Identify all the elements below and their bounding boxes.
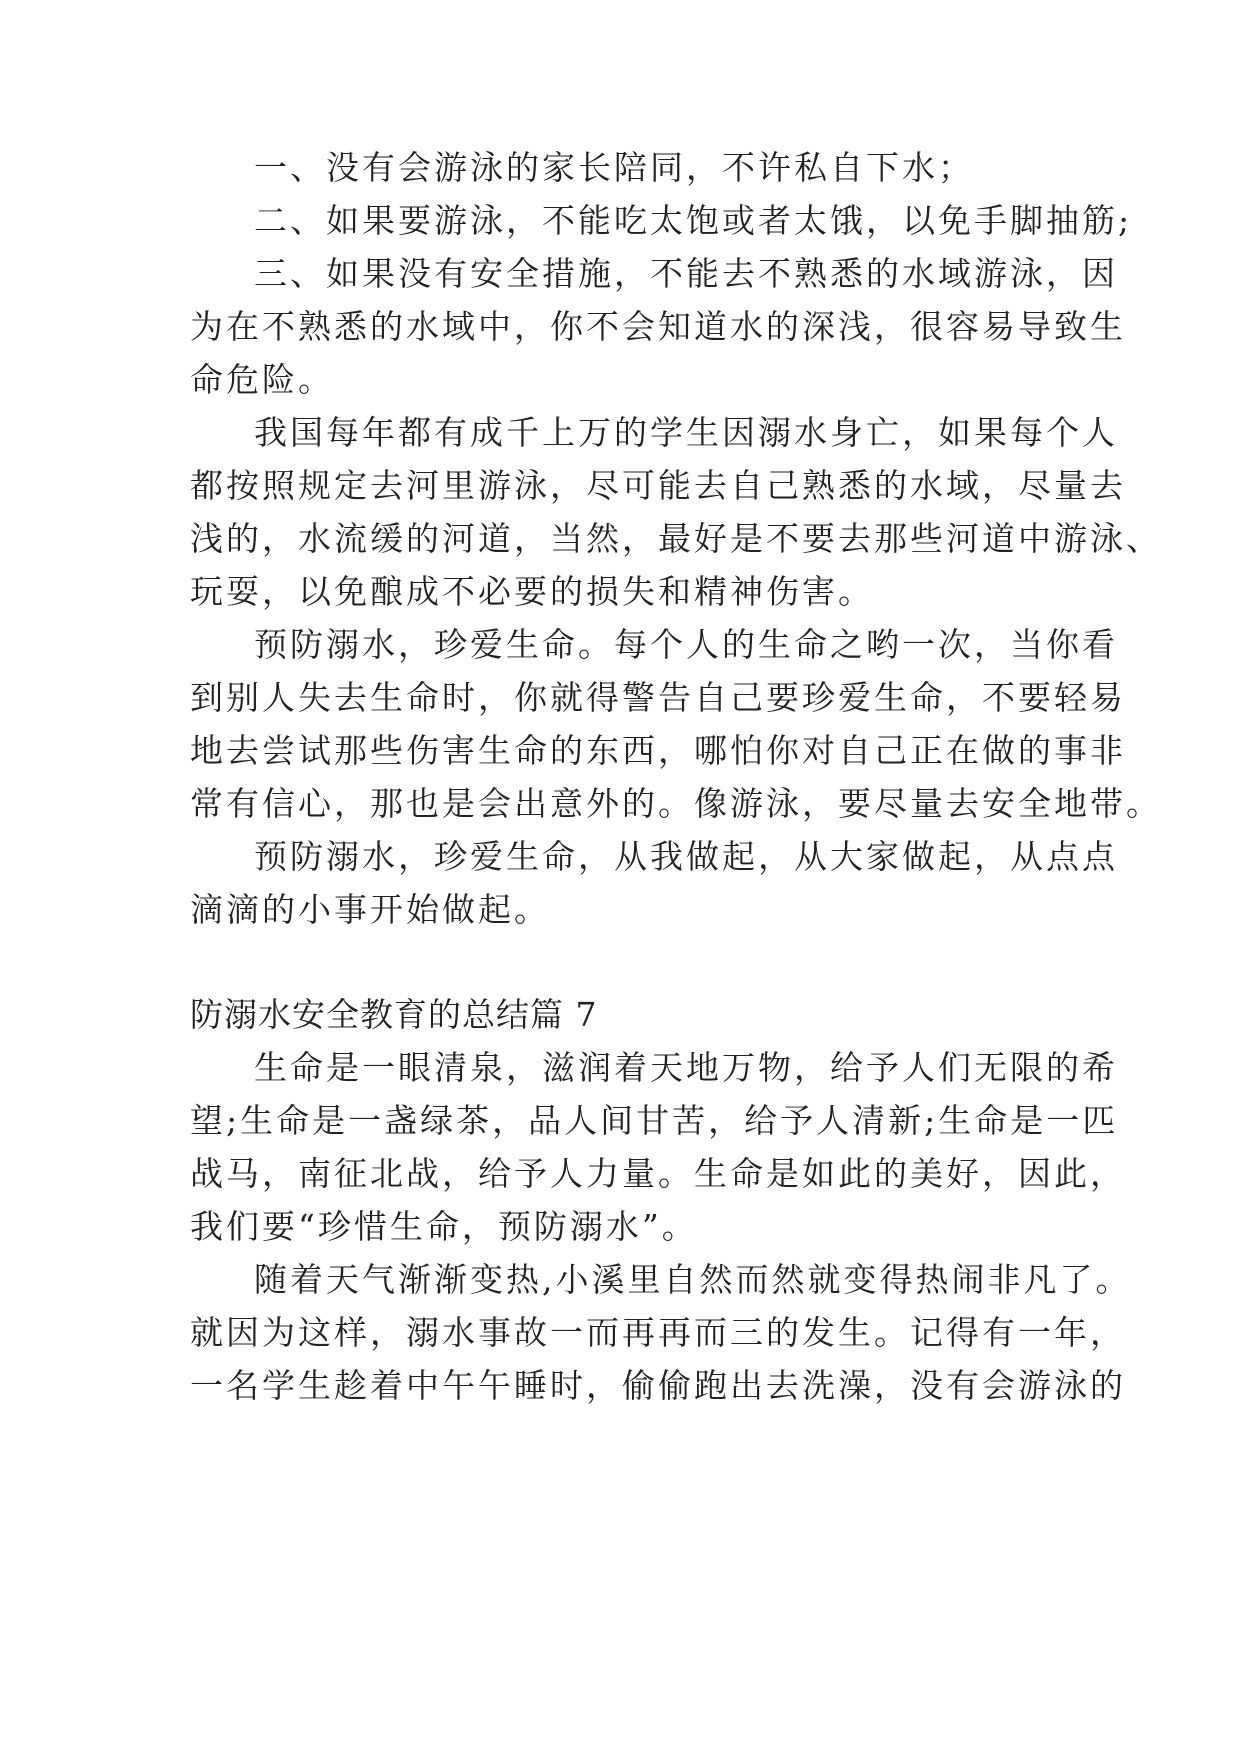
- paragraph-5-line-4: 常有信心，那也是会出意外的。像游泳，要尽量去安全地带。: [190, 784, 1162, 823]
- section-paragraph-1-line-2: 望;生命是一盏绿茶，品人间甘苦，给予人清新;生命是一匹: [190, 1101, 1119, 1140]
- section-paragraph-1-line-4: 我们要“珍惜生命，预防溺水”。: [190, 1207, 698, 1246]
- paragraph-1-line-1: 一、没有会游泳的家长陪同，不许私自下水；: [254, 148, 974, 187]
- paragraph-3-line-2: 为在不熟悉的水域中，你不会知道水的深浅，很容易导致生: [190, 307, 1126, 346]
- paragraph-4-line-2: 都按照规定去河里游泳，尽可能去自己熟悉的水域，尽量去: [190, 466, 1126, 505]
- paragraph-5-line-3: 地去尝试那些伤害生命的东西，哪怕你对自己正在做的事非: [190, 731, 1126, 770]
- paragraph-4-line-3: 浅的，水流缓的河道，当然，最好是不要去那些河道中游泳、: [190, 519, 1162, 558]
- paragraph-2-line-1: 二、如果要游泳，不能吃太饱或者太饿，以免手脚抽筋;: [254, 201, 1133, 240]
- section-paragraph-2-line-2: 就因为这样，溺水事故一而再再而三的发生。记得有一年，: [190, 1313, 1126, 1352]
- paragraph-3-line-1: 三、如果没有安全措施，不能去不熟悉的水域游泳，因: [254, 254, 1118, 293]
- paragraph-5-line-2: 到别人失去生命时，你就得警告自己要珍爱生命，不要轻易: [190, 678, 1126, 717]
- paragraph-4-line-1: 我国每年都有成千上万的学生因溺水身亡，如果每个人: [254, 413, 1118, 452]
- paragraph-4-line-4: 玩耍，以免酿成不必要的损失和精神伤害。: [190, 572, 874, 611]
- paragraph-6-line-2: 滴滴的小事开始做起。: [190, 890, 550, 929]
- section-paragraph-1-line-3: 战马，南征北战，给予人力量。生命是如此的美好，因此，: [190, 1154, 1126, 1193]
- paragraph-3-line-3: 命危险。: [190, 360, 334, 399]
- section-paragraph-2-line-3: 一名学生趁着中午午睡时，偷偷跑出去洗澡，没有会游泳的: [190, 1366, 1126, 1405]
- section-heading: 防溺水安全教育的总结篇 7: [190, 995, 598, 1034]
- paragraph-6-line-1: 预防溺水，珍爱生命，从我做起，从大家做起，从点点: [254, 837, 1118, 876]
- section-paragraph-2-line-1: 随着天气渐渐变热,小溪里自然而然就变得热闹非凡了。: [254, 1260, 1132, 1299]
- paragraph-5-line-1: 预防溺水，珍爱生命。每个人的生命之哟一次，当你看: [254, 625, 1118, 664]
- section-paragraph-1-line-1: 生命是一眼清泉，滋润着天地万物，给予人们无限的希: [254, 1048, 1118, 1087]
